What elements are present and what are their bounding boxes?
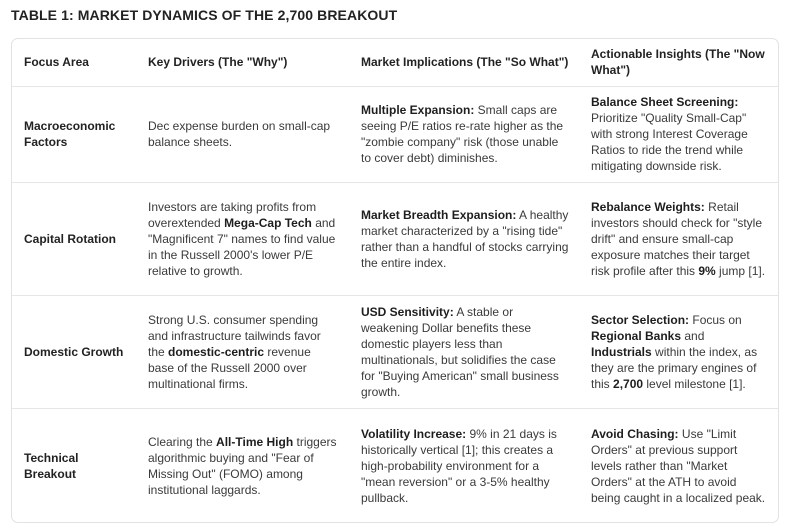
- insights-text: level milestone [1].: [643, 377, 746, 392]
- table-row: [12, 86, 778, 182]
- insights-text: jump [1].: [715, 263, 766, 278]
- key-drivers-cell: [136, 86, 349, 182]
- implications-cell: [349, 409, 579, 522]
- insights-cell: [579, 86, 778, 182]
- table-row: [12, 295, 778, 408]
- key-drivers-cell: [136, 409, 349, 522]
- insights-heading: Rebalance Weights:: [591, 199, 705, 214]
- focus-area-cell: Domestic Growth: [12, 295, 136, 408]
- insights-text: Focus on: [689, 313, 742, 328]
- insights-text: Use "Limit Orders" at previous support levels rather than "Market Orders" at the ATH to avoid being caught in a localized peak.: [591, 426, 766, 505]
- drivers-text: triggers algorithmic buying and "Fear of Missing Out" (FOMO) among institutional laggards.: [148, 434, 337, 497]
- implications-text: Small caps are seeing P/E ratios re-rate higher as the "zombie company" risk (those unable to cover debt) diminishes.: [361, 103, 564, 166]
- focus-area-cell: Macroeconomic Factors: [12, 86, 136, 182]
- insights-cell: [579, 182, 778, 295]
- insights-emphasis: Regional Banks: [591, 329, 682, 344]
- insights-text: Retail investors should check for "style drift" and ensure small-cap exposure matches their target risk profile after this: [591, 199, 762, 278]
- implications-text: A stable or weakening Dollar benefits these domestic players less than multinationals, but solidifies the case for "Buying American" small business growth.: [361, 305, 559, 400]
- implications-heading: Multiple Expansion:: [361, 103, 475, 118]
- drivers-emphasis: Mega-Cap Tech: [224, 215, 312, 230]
- insights-heading: Balance Sheet Screening:: [591, 95, 739, 110]
- drivers-text: and "Magnificent 7" names to find value in the Russell 2000's lower P/E relative to growth.: [148, 215, 336, 278]
- insights-emphasis: 2,700: [613, 377, 644, 392]
- implications-cell: [349, 295, 579, 408]
- table-row: [12, 182, 778, 295]
- insights-emphasis: Industrials: [591, 345, 652, 360]
- implications-text: A healthy market characterized by a "rising tide" rather than a handful of stocks carrying the entire index.: [361, 207, 569, 270]
- implications-heading: USD Sensitivity:: [361, 305, 454, 320]
- table-header-row: [12, 39, 778, 86]
- key-drivers-cell: [136, 295, 349, 408]
- drivers-emphasis: All-Time High: [216, 434, 294, 449]
- drivers-text: Strong U.S. consumer spending and infrastructure tailwinds favor the: [148, 313, 321, 360]
- table-row: [12, 409, 778, 522]
- drivers-text: revenue base of the Russell 2000 over multinational firms.: [148, 345, 311, 392]
- key-drivers-cell: [136, 182, 349, 295]
- insights-text: Prioritize "Quality Small-Cap" with strong Interest Coverage Ratios to ride the trend while mitigating downside risk.: [591, 111, 748, 174]
- implications-cell: [349, 182, 579, 295]
- drivers-emphasis: domestic-centric: [168, 345, 265, 360]
- drivers-text: Dec expense burden on small-cap balance sheets.: [148, 119, 331, 150]
- insights-emphasis: 9%: [698, 263, 716, 278]
- implications-heading: Market Breadth Expansion:: [361, 207, 517, 222]
- header-key-drivers: Key Drivers (The "Why"): [136, 39, 349, 86]
- insights-text: and: [681, 329, 705, 344]
- insights-cell: [579, 409, 778, 522]
- header-market-implications: Market Implications (The "So What"): [349, 39, 579, 86]
- drivers-text: Clearing the: [148, 434, 217, 449]
- insights-heading: Avoid Chasing:: [591, 426, 679, 441]
- header-actionable-insights: Actionable Insights (The "Now What"): [579, 39, 778, 86]
- table-title: TABLE 1: MARKET DYNAMICS OF THE 2,700 BREAKOUT: [11, 7, 398, 23]
- insights-heading: Sector Selection:: [591, 313, 690, 328]
- insights-cell: [579, 295, 778, 408]
- insights-text: within the index, as they are the primary engines of this: [591, 345, 758, 392]
- header-focus-area: Focus Area: [12, 39, 136, 86]
- implications-text: 9% in 21 days is historically vertical [1]; this creates a high-probability environment for a "mean reversion" or a 3-5% healthy pullback.: [361, 426, 557, 505]
- focus-area-cell: Technical Breakout: [24, 450, 79, 481]
- focus-area-cell: Capital Rotation: [12, 182, 136, 295]
- drivers-text: Investors are taking profits from overextended: [148, 199, 317, 230]
- implications-heading: Volatility Increase:: [361, 426, 467, 441]
- market-dynamics-table: [11, 38, 779, 523]
- implications-cell: [349, 86, 579, 182]
